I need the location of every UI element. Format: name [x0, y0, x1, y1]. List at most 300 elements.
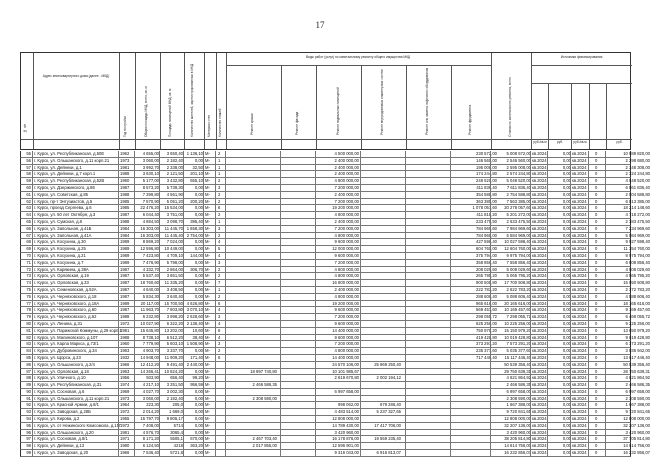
cell-k: 0,00: [562, 402, 571, 408]
table-row: [20, 341, 650, 348]
cell-fin: 2 466 586,35: [625, 382, 650, 388]
cell-num: 97: [26, 436, 31, 442]
cell-fl: 1: [218, 286, 221, 292]
cell-year: 1972: [120, 422, 130, 428]
cell-res: 0,00: [194, 239, 203, 245]
cell-living: 5 798,00: [166, 259, 183, 265]
table-row: [20, 375, 650, 382]
cell-year: 1987: [120, 307, 130, 313]
cell-u2: кв.2024: [572, 286, 587, 292]
cell-v2: 16 178 876,00: [332, 436, 359, 442]
cell-total: 9 975 794,00: [506, 252, 531, 258]
cell-address: г. Курск, ул. Республиканская, д.31: [34, 382, 102, 388]
cell-total: 5 065 795,20: [506, 273, 531, 279]
cell-address: г. Курск, ул. Орловская, д.18: [34, 368, 89, 374]
table-row: [20, 368, 650, 376]
cell-z: 0: [595, 191, 598, 197]
cell-v3: 679 286,40: [380, 402, 401, 408]
table-row: [20, 151, 650, 158]
cell-area: 8 869,20: [142, 239, 159, 245]
cell-u1: кв.2024: [532, 443, 547, 449]
cell-year: 1988: [120, 314, 130, 320]
cell-res: 0,00: [194, 450, 203, 456]
table-row: [20, 164, 650, 172]
table-row: [20, 191, 650, 199]
cell-u2: кв.2024: [572, 157, 587, 163]
cell-z: 0: [595, 348, 598, 354]
cell-u2: кв.2024: [572, 382, 587, 388]
cell-fin: 9 225 256,00: [625, 320, 650, 326]
cell-living: 3065,4: [170, 429, 183, 435]
cell-res: 2 754,00: [186, 232, 203, 238]
cell-u1: кв.2024: [532, 436, 547, 442]
table-row: [20, 259, 650, 267]
cell-address: г. Курск, ул. Кирова, д.2: [34, 416, 80, 422]
cell-num: 74: [26, 280, 31, 286]
cell-fl: 2: [218, 198, 221, 204]
cell-fin: 2 308 590,00: [625, 395, 650, 401]
cell-u1: кв.2024: [532, 273, 547, 279]
cell-total: 15 117 446,40: [504, 354, 531, 360]
cell-v5: 427 598,40: [476, 239, 497, 245]
cell-u2: кв.2024: [572, 205, 587, 211]
cell-u1: кв.2024: [532, 382, 547, 388]
header-col-living-area: Площадь помещений МКД, кв. м: [168, 88, 172, 137]
cell-total: 2 308 590,00: [506, 395, 531, 401]
cell-mat: М-: [205, 402, 210, 408]
cell-u2: кв.2024: [572, 307, 587, 313]
cell-fin: 2 372 783,20: [625, 286, 650, 292]
cell-living: 11 909,20: [164, 354, 183, 360]
cell-fin: 3 420 960,00: [625, 429, 650, 435]
cell-year: 1989: [120, 300, 130, 306]
cell-fl: 2: [218, 348, 221, 354]
cell-v2: 2 400 000,00: [334, 171, 359, 177]
cell-v2: 3 420 960,00: [334, 429, 359, 435]
cell-fin: 4 508 029,60: [625, 266, 650, 272]
cell-z: 0: [595, 286, 598, 292]
cell-v2: 9 600 000,00: [334, 320, 359, 326]
cell-v2: 4 800 000,00: [334, 212, 359, 218]
cell-u2: кв.2024: [572, 409, 587, 415]
cell-living: 5 739,30: [166, 184, 183, 190]
cell-total: 1 667 388,00: [506, 402, 531, 408]
cell-u2: кв.2024: [572, 416, 587, 422]
cell-mat: М-: [205, 382, 210, 388]
cell-k: 0,00: [562, 354, 571, 360]
cell-area: 16 303,00: [140, 225, 159, 231]
cell-v2: 4 483 514,00: [334, 409, 359, 415]
cell-v2: 14 789 430,00: [332, 422, 359, 428]
cell-num: 80: [26, 320, 31, 326]
cell-fin: 2 298 680,00: [625, 157, 650, 163]
cell-v1: 18 997 740,80: [250, 368, 277, 374]
cell-k: 0,00: [562, 409, 571, 415]
cell-v5: 288 606,40: [476, 293, 497, 299]
cell-res: 363,20: [190, 443, 203, 449]
cell-address: г. Курск, ул. Дейнеки, д.1: [34, 164, 82, 170]
cell-z: 0: [595, 354, 598, 360]
cell-v5: 604 760,00: [476, 246, 497, 252]
cell-fin: 6 373 291,20: [625, 341, 650, 347]
table-row: [20, 382, 650, 389]
cell-living: 11 335,20: [164, 280, 183, 286]
cell-res: 0,00: [194, 280, 203, 286]
cell-living: 3 650,40: [166, 151, 183, 156]
cell-u2: кв.2024: [572, 266, 587, 272]
cell-res: 670,00: [190, 436, 203, 442]
cell-v2: 19 200 000,00: [332, 300, 359, 306]
header-col-year: Год постройки: [123, 115, 127, 137]
cell-address: г. Курск, ул. Уличного, д.10: [34, 375, 86, 381]
cell-year: 1960: [120, 341, 130, 347]
cell-v2: 9 600 000,00: [334, 252, 359, 258]
cell-fl: 5: [218, 246, 221, 252]
grid-line: [450, 151, 451, 457]
cell-mat: М-: [205, 225, 210, 231]
header-col-total-area: Общая площадь МКД, всего, кв. м: [144, 86, 148, 137]
cell-year: 1987: [120, 286, 130, 292]
cell-u1: кв.2024: [532, 252, 547, 258]
cell-z: 0: [595, 266, 598, 272]
cell-living: 3 651,50: [166, 273, 183, 279]
cell-year: 1984: [120, 225, 130, 231]
cell-k: 0,00: [562, 184, 571, 190]
cell-area: 933,90: [146, 375, 159, 381]
cell-num: 91: [26, 395, 31, 401]
page-number: 17: [315, 20, 325, 30]
cell-year: 1989: [120, 259, 130, 265]
cell-address: г. Курск, ул. Карякина, д.38А: [34, 266, 89, 272]
cell-fl: 4: [218, 252, 221, 258]
cell-num: 62: [26, 198, 31, 204]
cell-v2: 10 101 985,67: [332, 368, 359, 374]
cell-total: 2 754 588,80: [506, 191, 531, 197]
cell-year: 1969: [120, 388, 130, 394]
cell-v5: 375 794,00: [476, 252, 497, 258]
table-row: [20, 293, 650, 301]
cell-area: 7 423,80: [142, 252, 159, 258]
cell-u1: кв.2024: [532, 164, 547, 170]
cell-year: 1989: [120, 239, 130, 245]
cell-living: 7 024,00: [166, 239, 183, 245]
table-row: [20, 157, 650, 165]
cell-num: 70: [26, 252, 31, 258]
cell-fl: 2: [218, 232, 221, 238]
cell-address: г. Курск, ул. Дубровинского, д.34: [34, 348, 97, 354]
cell-v2: 4 800 000,00: [334, 293, 359, 299]
cell-u1: кв.2024: [532, 191, 547, 197]
cell-z: 0: [595, 334, 598, 340]
cell-z: 0: [595, 239, 598, 245]
cell-u2: кв.2024: [572, 300, 587, 306]
cell-num: 69: [26, 246, 31, 252]
cell-living: 4 561,90: [166, 191, 183, 197]
cell-u1: кв.2024: [532, 395, 547, 401]
cell-living: 10 824,20: [164, 368, 183, 374]
cell-fin: 3 036 942,00: [625, 348, 650, 354]
cell-z: 0: [595, 293, 598, 299]
cell-fin: 18 214 148,60: [623, 205, 650, 211]
cell-z: 0: [595, 252, 598, 258]
cell-living: 3 098,70: [166, 218, 183, 224]
cell-k: 0,00: [562, 416, 571, 422]
cell-u1: кв.2024: [532, 320, 547, 326]
cell-total: 29 750 639,31: [504, 368, 531, 374]
cell-fin: 9 019 428,80: [625, 334, 650, 340]
cell-living: 3 432,80: [166, 178, 183, 184]
cell-v2: 16 800 000,00: [332, 280, 359, 286]
cell-v2: 2 400 000,00: [334, 191, 359, 197]
cell-v1: 2 017 855,00: [252, 443, 277, 449]
cell-total: 5 584 969,00: [506, 232, 531, 238]
cell-v5: 146 560,00: [476, 157, 497, 163]
cell-res: 0,00: [194, 429, 203, 435]
cell-v5: 222 783,20: [476, 286, 497, 292]
cell-fin: 9 720 841,65: [625, 409, 650, 415]
cell-living: 6 512,20: [166, 334, 183, 340]
header-col-facade: Ремонт фасада: [295, 111, 299, 135]
cell-u2: кв.2024: [572, 232, 587, 238]
cell-total: 7 563 385,00: [506, 198, 531, 204]
cell-mat: М-: [205, 239, 210, 245]
cell-z: 0: [595, 429, 598, 435]
cell-u1: кв.2024: [532, 348, 547, 354]
cell-u2: кв.2024: [572, 184, 587, 190]
cell-fl: 7: [218, 280, 221, 286]
cell-year: 1984: [120, 232, 130, 238]
cell-u2: кв.2024: [572, 246, 587, 252]
cell-living: 11 445,70: [164, 225, 183, 231]
cell-v5: 1 078 057,60: [472, 205, 497, 211]
cell-v5: 208 029,60: [476, 266, 497, 272]
cell-area: 22 476,20: [140, 205, 159, 211]
cell-mat: М-: [205, 232, 210, 238]
cell-v2: 9 600 000,00: [334, 239, 359, 245]
cell-living: 2 182,40: [166, 395, 183, 401]
cell-mat: М-: [205, 198, 210, 204]
cell-year: 1988: [120, 334, 130, 340]
cell-fin: 1 667 388,00: [625, 402, 650, 408]
cell-num: 81: [26, 327, 31, 333]
cell-res: 0,00: [194, 286, 203, 292]
table-row: [20, 450, 650, 457]
cell-year: 1989: [120, 252, 130, 258]
cell-u1: кв.2024: [532, 212, 547, 218]
cell-year: 1960: [120, 178, 130, 184]
cell-total: 7 573 291,20: [506, 341, 531, 347]
cell-address: г. Курск, ул. Черняховского, д.60: [34, 307, 97, 313]
header-col-total: Стоимость капитального ремонта, всего: [508, 77, 512, 137]
cell-u2: кв.2024: [572, 280, 587, 286]
cell-z: 0: [595, 205, 598, 211]
cell-v2: 19 200 000,00: [332, 205, 359, 211]
cell-fl: 4: [218, 334, 221, 340]
cell-v5: 235 377,60: [476, 348, 497, 354]
cell-v3: 19 559 235,40: [374, 436, 401, 442]
cell-fin: 4 588 606,40: [625, 293, 650, 299]
cell-total: 17 700 508,80: [504, 280, 531, 286]
cell-v2: 12 808 000,00: [332, 416, 359, 422]
cell-living: 3 640,40: [166, 293, 183, 299]
cell-v2: 4 800 000,00: [334, 348, 359, 354]
cell-mat: М-: [205, 443, 210, 449]
cell-living: 4218: [173, 443, 183, 449]
cell-z: 0: [595, 320, 598, 326]
cell-z: 0: [595, 395, 598, 401]
cell-v2: 14 400 000,00: [332, 327, 359, 333]
cell-mat: М-: [205, 266, 210, 272]
cell-res: 201,10: [190, 171, 203, 177]
cell-area: 8 573,20: [142, 184, 159, 190]
grid-line: [570, 151, 571, 457]
cell-total: 10 027 598,40: [504, 239, 531, 245]
grid-line: [605, 151, 606, 457]
cell-k: 0,00: [562, 178, 571, 184]
cell-fl: 3: [218, 225, 221, 231]
cell-u1: кв.2024: [532, 286, 547, 292]
cell-u2: кв.2024: [572, 395, 587, 401]
cell-area: 3 992,70: [142, 164, 159, 170]
cell-res: 1 508,90: [186, 341, 203, 347]
table-row: [20, 388, 650, 396]
cell-address: г. Курск, ул. Сосновая, д.6: [34, 388, 85, 394]
cell-z: 0: [595, 382, 598, 388]
cell-address: г. Курск, ул. Дзержинского, д.86: [34, 184, 95, 190]
cell-total: 50 539 356,40: [504, 361, 531, 367]
cell-year: 1985: [120, 198, 130, 204]
cell-year: 1971: [120, 436, 130, 442]
cell-year: 1981: [120, 429, 130, 435]
cell-fl: 1: [218, 157, 221, 163]
cell-address: г. Курск, ул. Республиканская, д.50Е: [34, 151, 105, 156]
cell-num: 83: [26, 341, 31, 347]
cell-total: 2 546 560,00: [506, 157, 531, 163]
cell-res: 1 658,30: [186, 225, 203, 231]
cell-u1: кв.2024: [532, 409, 547, 415]
cell-res: 38,40: [192, 334, 203, 340]
table-row: [20, 361, 650, 369]
cell-living: 15 700,50: [164, 300, 183, 306]
cell-area: 15 797,70: [140, 416, 159, 422]
cell-u2: кв.2024: [572, 327, 587, 333]
cell-fin: 32 207 136,00: [623, 422, 650, 428]
cell-k: 0,00: [562, 232, 571, 238]
cell-mat: М-: [205, 286, 210, 292]
cell-living: 2 864,00: [166, 266, 183, 272]
cell-num: 58: [26, 171, 31, 177]
cell-num: 64: [26, 212, 31, 218]
cell-living: 205,0: [172, 402, 183, 408]
cell-address: г. Курск, ул. Парижской Коммуны, д.29 корп.1: [34, 327, 122, 333]
cell-v2: 12 596 901,00: [332, 443, 359, 449]
cell-res: 0,00: [194, 259, 203, 265]
cell-res: 10,60: [192, 327, 203, 333]
table-row: [20, 334, 650, 342]
cell-v5: 900 508,80: [476, 280, 497, 286]
cell-living: 13 202,00: [164, 327, 183, 333]
cell-u2: кв.2024: [572, 171, 587, 177]
cell-fin: 2 324 244,80: [625, 171, 650, 177]
cell-living: 11 445,40: [164, 232, 183, 238]
cell-k: 0,00: [562, 443, 571, 449]
cell-v2: 4 800 000,00: [334, 273, 359, 279]
cell-mat: М-: [205, 178, 210, 184]
cell-z: 0: [595, 232, 598, 238]
cell-res: 956,59: [190, 382, 203, 388]
cell-area: 4 576,70: [142, 429, 159, 435]
cell-fin: 50 539 356,40: [623, 361, 650, 367]
cell-u1: кв.2024: [532, 354, 547, 360]
cell-address: г. Курск, ул. Щорса, д.23: [34, 354, 81, 360]
cell-k: 0,00: [562, 307, 571, 313]
cell-total: 2 622 783,20: [506, 286, 531, 292]
cell-k: 0,00: [562, 273, 571, 279]
cell-u1: кв.2024: [532, 334, 547, 340]
table-row: [20, 205, 650, 212]
cell-z: 0: [595, 327, 598, 333]
cell-area: 4 332,70: [142, 266, 159, 272]
cell-k: 0,00: [562, 293, 571, 299]
cell-z: 0: [595, 259, 598, 265]
header-group-sources: Источники финансирования: [560, 55, 603, 59]
table-header: [20, 52, 631, 150]
cell-v5: 965 616,00: [476, 300, 497, 306]
grid-line: [183, 151, 184, 457]
cell-total: 38 205 814,80: [504, 436, 531, 442]
cell-living: 3 998,20: [166, 314, 183, 320]
cell-total: 2 633 475,50: [506, 218, 531, 224]
cell-k: 0,00: [562, 171, 571, 177]
cell-year: 1962: [120, 151, 130, 156]
table-row: [20, 266, 650, 274]
cell-v2: 7 200 000,00: [334, 198, 359, 204]
cell-v5: 298 055,72: [476, 314, 497, 320]
cell-v5: 569 457,60: [476, 307, 497, 313]
grid-line: [118, 151, 119, 457]
cell-v2: 4 500 000,00: [334, 151, 359, 156]
cell-u2: кв.2024: [572, 388, 587, 394]
cell-res: 0,00: [194, 184, 203, 190]
cell-u1: кв.2024: [532, 218, 547, 224]
cell-fl: 1: [218, 218, 221, 224]
cell-address: г. Курск, ул. Орловская, д.33: [34, 280, 89, 286]
table-row: [20, 252, 650, 260]
cell-area: 18 760,60: [140, 280, 159, 286]
cell-living: 3 251,50: [166, 382, 183, 388]
cell-fin: 28 750 639,31: [623, 368, 650, 374]
grid-line: [215, 151, 216, 457]
cell-u1: кв.2024: [532, 388, 547, 394]
cell-address: г. Курск, ул. Заводская, д.28Б: [34, 409, 91, 415]
header-unit-3: руб./кв.м: [573, 140, 587, 144]
cell-fl: 2: [218, 273, 221, 279]
cell-mat: М-: [205, 395, 210, 401]
cell-k: 0,00: [562, 286, 571, 292]
cell-year: 1955: [120, 416, 130, 422]
cell-u2: кв.2024: [572, 320, 587, 326]
cell-u2: кв.2024: [572, 402, 587, 408]
cell-address: г. Курск, ул. Дейнеки, д.7 корп.1: [34, 171, 96, 177]
cell-u1: кв.2024: [532, 157, 547, 163]
cell-year: 1987: [120, 293, 130, 299]
cell-living: 5714: [173, 422, 183, 428]
cell-num: 86: [26, 361, 31, 367]
cell-u1: кв.2024: [532, 327, 547, 333]
cell-area: 6 124,50: [142, 443, 159, 449]
cell-year: 1988: [120, 191, 130, 197]
cell-v5: 230 572,00: [476, 151, 497, 156]
